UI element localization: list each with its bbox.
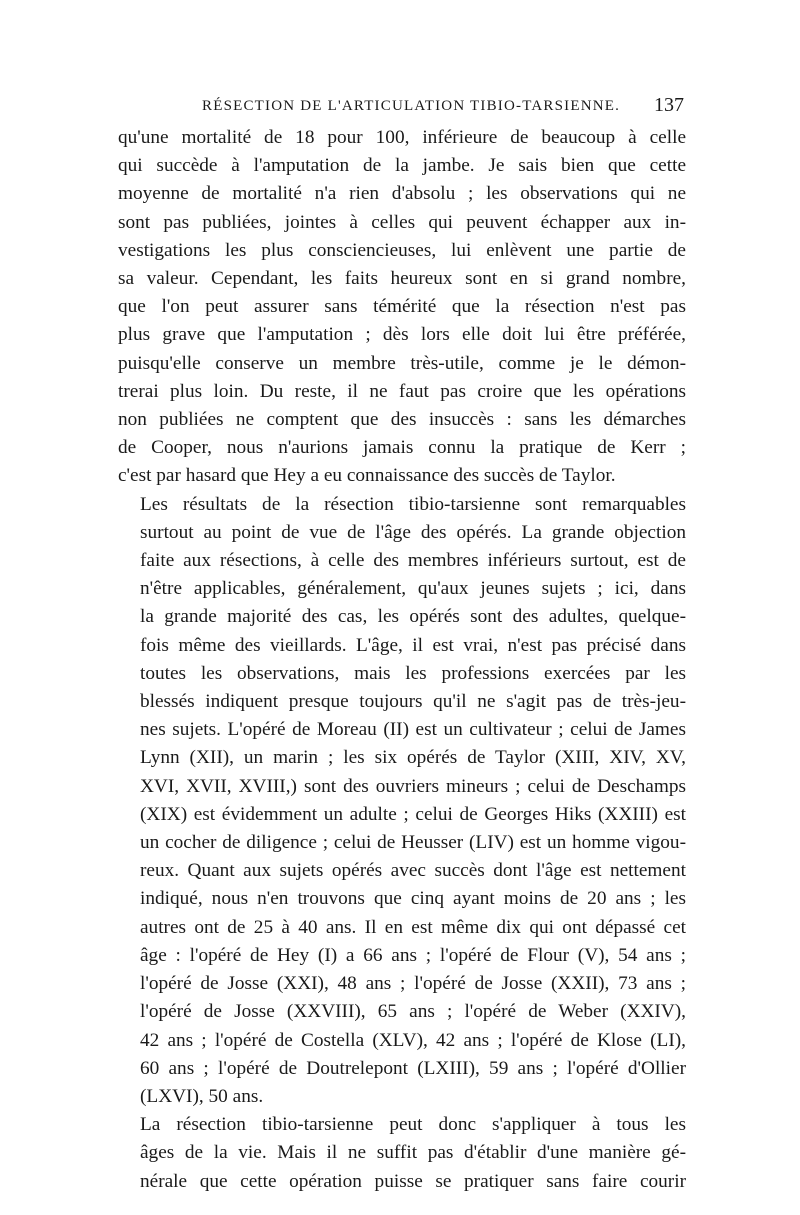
text-line: toutes les observations, mais les professions exercées par les <box>140 662 686 684</box>
text-line: 60 ans ; l'opéré de Doutrelepont (LXIII), 59 ans ; l'opéré d'Ollier <box>140 1057 686 1079</box>
text-line: Lynn (XII), un marin ; les six opérés de Taylor (XIII, XIV, XV, <box>140 747 686 769</box>
text-line: indiqué, nous n'en trouvons que cinq ayant moins de 20 ans ; les <box>140 888 686 910</box>
text-line: l'opéré de Josse (XXVIII), 65 ans ; l'opéré de Weber (XXIV), <box>140 1001 686 1023</box>
paragraph-1 <box>118 124 686 491</box>
text-line: sont pas publiées, jointes à celles qui peuvent échapper aux in- <box>118 211 686 233</box>
paragraph-3 <box>118 1111 686 1196</box>
running-title: RÉSECTION DE L'ARTICULATION TIBIO-TARSIENNE. <box>202 98 621 114</box>
text-line: trerai plus loin. Du reste, il ne faut pas croire que les opérations <box>118 380 686 402</box>
text-line: âge : l'opéré de Hey (I) a 66 ans ; l'opéré de Flour (V), 54 ans ; <box>140 944 686 966</box>
text-line: reux. Quant aux sujets opérés avec succès dont l'âge est nettement <box>140 860 686 882</box>
text-line: Les résultats de la résection tibio-tarsienne sont remarquables <box>140 493 686 515</box>
text-line: qu'une mortalité de 18 pour 100, inférieure de beaucoup à celle <box>118 127 686 148</box>
text-line: fois même des vieillards. L'âge, il est vrai, n'est pas précisé dans <box>140 634 686 656</box>
text-line: n'être applicables, généralement, qu'aux jeunes sujets ; ici, dans <box>140 578 686 600</box>
text-line: (XIX) est évidemment un adulte ; celui de Georges Hiks (XXIII) est <box>140 803 686 825</box>
text-line: de Cooper, nous n'aurions jamais connu la pratique de Kerr ; <box>118 437 686 459</box>
text-line: 42 ans ; l'opéré de Costella (XLV), 42 ans ; l'opéré de Klose (LI), <box>140 1029 686 1051</box>
book-page <box>118 88 686 1196</box>
text-line: c'est par hasard que Hey a eu connaissance des succès de Taylor. <box>118 465 616 487</box>
text-line: plus grave que l'amputation ; dès lors elle doit lui être préférée, <box>118 324 686 346</box>
text-line: vestigations les plus consciencieuses, lui enlèvent une partie de <box>118 239 686 261</box>
text-line: (LXVI), 50 ans. <box>140 1085 264 1107</box>
text-line: moyenne de mortalité n'a rien d'absolu ; les observations qui ne <box>118 183 686 205</box>
text-line: nérale que cette opération puisse se pratiquer sans faire courir <box>140 1170 686 1192</box>
text-line: La résection tibio-tarsienne peut donc s'appliquer à tous les <box>140 1114 686 1136</box>
text-line: l'opéré de Josse (XXI), 48 ans ; l'opéré de Josse (XXII), 73 ans ; <box>140 973 686 995</box>
text-line: qui succède à l'amputation de la jambe. Je sais bien que cette <box>118 155 686 177</box>
text-line: puisqu'elle conserve un membre très-utile, comme je le démon- <box>118 352 686 374</box>
text-line: sa valeur. Cependant, les faits heureux sont en si grand nombre, <box>118 268 686 290</box>
body-text <box>118 124 686 1196</box>
text-line: nes sujets. L'opéré de Moreau (II) est un cultivateur ; celui de James <box>140 719 686 741</box>
text-line: que l'on peut assurer sans témérité que la résection n'est pas <box>118 296 686 318</box>
page-number: 137 <box>654 94 684 116</box>
text-line: surtout au point de vue de l'âge des opérés. La grande objection <box>140 521 686 543</box>
text-line: non publiées ne comptent que des insuccès : sans les démarches <box>118 409 686 431</box>
text-line: XVI, XVII, XVIII,) sont des ouvriers mineurs ; celui de Deschamps <box>140 775 686 797</box>
text-line: la grande majorité des cas, les opérés sont des adultes, quelque- <box>140 606 686 628</box>
paragraph-2 <box>118 491 686 1111</box>
running-head <box>118 88 686 124</box>
text-line: un cocher de diligence ; celui de Heusser (LIV) est un homme vigou- <box>140 832 686 854</box>
text-line: blessés indiquent presque toujours qu'il ne s'agit pas de très-jeu- <box>140 691 686 713</box>
text-line: autres ont de 25 à 40 ans. Il en est même dix qui ont dépassé cet <box>140 916 686 938</box>
text-line: faite aux résections, à celle des membres inférieurs surtout, est de <box>140 550 686 572</box>
text-line: âges de la vie. Mais il ne suffit pas d'établir d'une manière gé- <box>140 1142 686 1164</box>
